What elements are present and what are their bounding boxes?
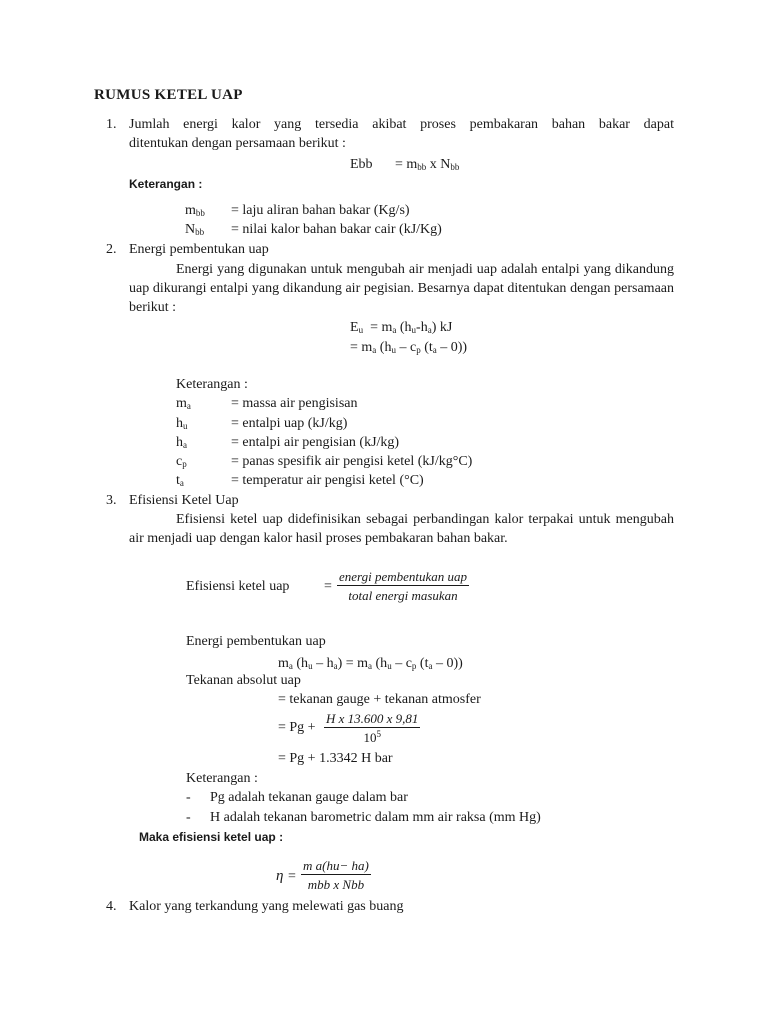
ma-symbol: $m_a$ <box>176 396 191 411</box>
pressure-denominator: $10^5$ <box>324 727 420 746</box>
ebb-equation-rhs: = $m_{bb}$ x $N_{bb}$ <box>395 157 460 172</box>
section-2-heading: Energi pembentukan uap <box>129 242 269 257</box>
efficiency-fraction <box>337 568 469 604</box>
absolute-pressure-line-3: = Pg + 1.3342 H bar <box>278 751 393 766</box>
efficiency-denominator: total energi masukan <box>337 585 469 604</box>
efficiency-conclusion-label: Maka efisiensi ketel uap : <box>139 830 284 844</box>
section-4-heading: Kalor yang terkandung yang melewati gas buang <box>129 899 404 914</box>
ma-definition: = massa air pengisisan <box>231 396 358 411</box>
cp-symbol: $c_p$ <box>176 454 187 469</box>
absolute-pressure-heading: Tekanan absolut uap <box>186 673 301 688</box>
bullet-2-dash: - <box>186 810 191 825</box>
section-1-keterangan: Keterangan : <box>129 177 203 191</box>
section-3-keterangan: Keterangan : <box>186 771 258 786</box>
section-4-number: 4. <box>106 899 117 914</box>
pressure-fraction <box>324 710 420 746</box>
hu-symbol: $h_u$ <box>176 416 188 431</box>
ebb-equation-lhs: Ebb <box>350 157 373 172</box>
eu-equation-line-2: = $m_a$ ($h_u - c_p$ $(t_a - 0)$) <box>350 340 468 355</box>
bullet-1-text: Pg adalah tekanan gauge dalam bar <box>210 790 408 805</box>
ha-definition: = entalpi air pengisian (kJ/kg) <box>231 435 400 450</box>
section-3-heading: Efisiensi Ketel Uap <box>129 493 239 508</box>
ta-definition: = temperatur air pengisi ketel (°C) <box>231 473 424 488</box>
page-title: RUMUS KETEL UAP <box>94 87 243 103</box>
eta-equals: = <box>288 869 296 884</box>
mbb-definition: = laju aliran bahan bakar (Kg/s) <box>231 203 410 218</box>
pressure-numerator: H x 13.600 x 9,81 <box>326 711 419 726</box>
section-1-number: 1. <box>106 117 117 132</box>
absolute-pressure-line-2: = Pg + <box>278 720 316 735</box>
section-2-number: 2. <box>106 242 117 257</box>
efficiency-label: Efisiensi ketel uap <box>186 579 290 594</box>
eu-equation-line-1: $E_u = m_a$ $(h_u-h_a)$ kJ <box>350 320 453 335</box>
section-3-paragraph: Efisiensi ketel uap didefinisikan sebagai perbandingan kalor terpakai untuk mengubah air menjadi uap dengan kalor hasil proses pembakaran bahan bakar. <box>129 512 674 546</box>
section-3-number: 3. <box>106 493 117 508</box>
cp-definition: = panas spesifik air pengisi ketel (kJ/kg°C) <box>231 454 473 469</box>
eta-symbol: η <box>276 868 284 884</box>
section-1-line-1: Jumlah energi kalor yang tersedia akibat proses pembakaran bahan bakar dapat <box>129 117 674 132</box>
bullet-1-dash: - <box>186 790 191 805</box>
efficiency-numerator: energi pembentukan uap <box>339 569 468 584</box>
section-2-keterangan: Keterangan : <box>176 377 248 392</box>
energy-formation-heading: Energi pembentukan uap <box>186 634 326 649</box>
energy-formation-equation: $m_a$ $(h_u - h_a) = m_a$ ($h_u - c_p$ $(t_a - 0)$) <box>278 656 463 671</box>
eta-numerator: m a(hu− ha) <box>303 858 369 873</box>
mbb-symbol: $m_{bb}$ <box>185 203 205 218</box>
section-2-paragraph: Energi yang digunakan untuk mengubah air menjadi uap adalah entalpi yang dikandung uap dikurangi entalpi yang dikandung air pegisian. Besarnya dapat ditentukan dengan persamaan berikut : <box>129 262 674 315</box>
bullet-2-text: H adalah tekanan barometric dalam mm air raksa (mm Hg) <box>210 810 541 825</box>
section-1-line-2: ditentukan dengan persamaan berikut : <box>129 136 346 151</box>
ta-symbol: $t_a$ <box>176 473 184 488</box>
hu-definition: = entalpi uap (kJ/kg) <box>231 416 348 431</box>
absolute-pressure-line-1: = tekanan gauge + tekanan atmosfer <box>278 692 481 707</box>
nbb-symbol: $N_{bb}$ <box>185 222 205 237</box>
eta-denominator: mbb x Nbb <box>301 874 371 893</box>
eta-fraction <box>301 857 371 893</box>
efficiency-equals: = <box>324 579 332 594</box>
nbb-definition: = nilai kalor bahan bakar cair (kJ/Kg) <box>231 222 442 237</box>
ha-symbol: $h_a$ <box>176 435 187 450</box>
